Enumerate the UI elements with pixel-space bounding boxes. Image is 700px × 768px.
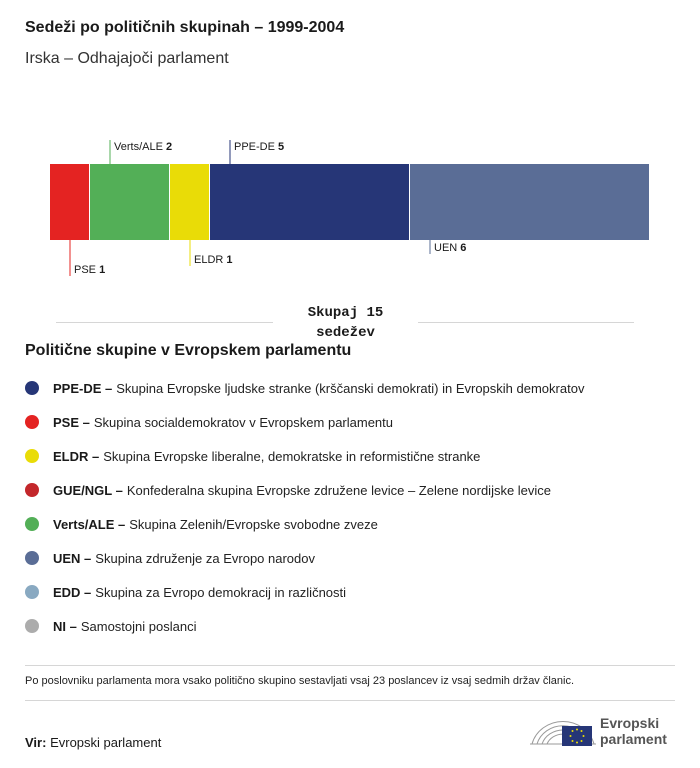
legend-abbr: PPE-DE – (53, 380, 113, 396)
legend-abbr: ELDR – (53, 448, 100, 464)
legend-abbr: EDD – (53, 584, 92, 600)
bar-segment-pse (50, 164, 89, 240)
legend-dot-icon (25, 483, 39, 497)
legend-dot-icon (25, 449, 39, 463)
legend-title: Politične skupine v Evropskem parlamentu (25, 342, 352, 359)
chart-title: Sedeži po političnih skupinah – 1999-2004 (25, 19, 345, 36)
legend-item (25, 405, 584, 439)
legend-item (25, 371, 584, 405)
segment-label-verts-ale: Verts/ALE 2 (114, 141, 173, 153)
source (25, 735, 161, 750)
legend-item (25, 473, 584, 507)
legend-abbr: GUE/NGL – (53, 482, 123, 498)
legend-desc: Skupina za Evropo demokracij in različnosti (95, 584, 347, 600)
legend-item (25, 507, 584, 541)
legend-desc: Konfederalna skupina Evropske združene levice – Zelene nordijske levice (126, 482, 552, 498)
legend-desc: Skupina Evropske ljudske stranke (krščanski demokrati) in Evropskih demokratov (116, 380, 585, 396)
legend-dot-icon (25, 381, 39, 395)
footer-divider-top (25, 665, 675, 666)
legend-abbr: PSE – (53, 414, 90, 430)
legend-item (25, 541, 584, 575)
chart-subtitle: Irska – Odhajajoči parlament (25, 50, 229, 67)
legend-dot-icon (25, 619, 39, 633)
source-value: Evropski parlament (50, 735, 162, 750)
legend-item (25, 575, 584, 609)
total-divider-left (56, 322, 273, 323)
segment-label-uen: UEN 6 (434, 242, 467, 254)
legend-abbr: UEN – (53, 550, 92, 566)
total-seats-line2: sedežev (316, 325, 375, 341)
legend-desc: Samostojni poslanci (80, 618, 197, 634)
legend-desc: Skupina Zelenih/Evropske svobodne zveze (129, 516, 378, 532)
logo-text (600, 715, 667, 747)
total-divider-right (418, 322, 634, 323)
seat-bar-chart (0, 130, 700, 290)
legend-dot-icon (25, 517, 39, 531)
bar-segment-verts-ale (90, 164, 169, 240)
logo-text-line2: parlament (600, 731, 667, 747)
total-seats (0, 303, 700, 343)
total-seats-label (273, 303, 418, 343)
bar-segment-eldr (170, 164, 209, 240)
legend-list (25, 371, 584, 643)
legend-dot-icon (25, 415, 39, 429)
footer-divider-bottom (25, 700, 675, 701)
legend-dot-icon (25, 585, 39, 599)
legend-item (25, 439, 584, 473)
segment-label-ppe-de: PPE-DE 5 (234, 141, 285, 153)
logo-text-line1: Evropski (600, 715, 660, 731)
bar-segment-ppe-de (210, 164, 409, 240)
legend-dot-icon (25, 551, 39, 565)
legend-abbr: Verts/ALE – (53, 516, 126, 532)
segment-label-eldr: ELDR 1 (194, 254, 233, 266)
legend-desc: Skupina združenje za Evropo narodov (95, 550, 315, 566)
legend-desc: Skupina socialdemokratov v Evropskem parlamentu (93, 414, 393, 430)
legend-abbr: NI – (53, 618, 77, 634)
legend-item (25, 609, 584, 643)
legend-desc: Skupina Evropske liberalne, demokratske in reformistične stranke (103, 448, 481, 464)
footer-note: Po poslovniku parlamenta mora vsako politično skupino sestavljati vsaj 23 poslancev iz vsaj sedmih držav članic. (25, 675, 575, 687)
total-seats-line1: Skupaj 15 (307, 305, 384, 321)
source-label: Vir: (25, 735, 47, 750)
segment-label-pse: PSE 1 (74, 264, 106, 276)
bar-segment-uen (410, 164, 649, 240)
